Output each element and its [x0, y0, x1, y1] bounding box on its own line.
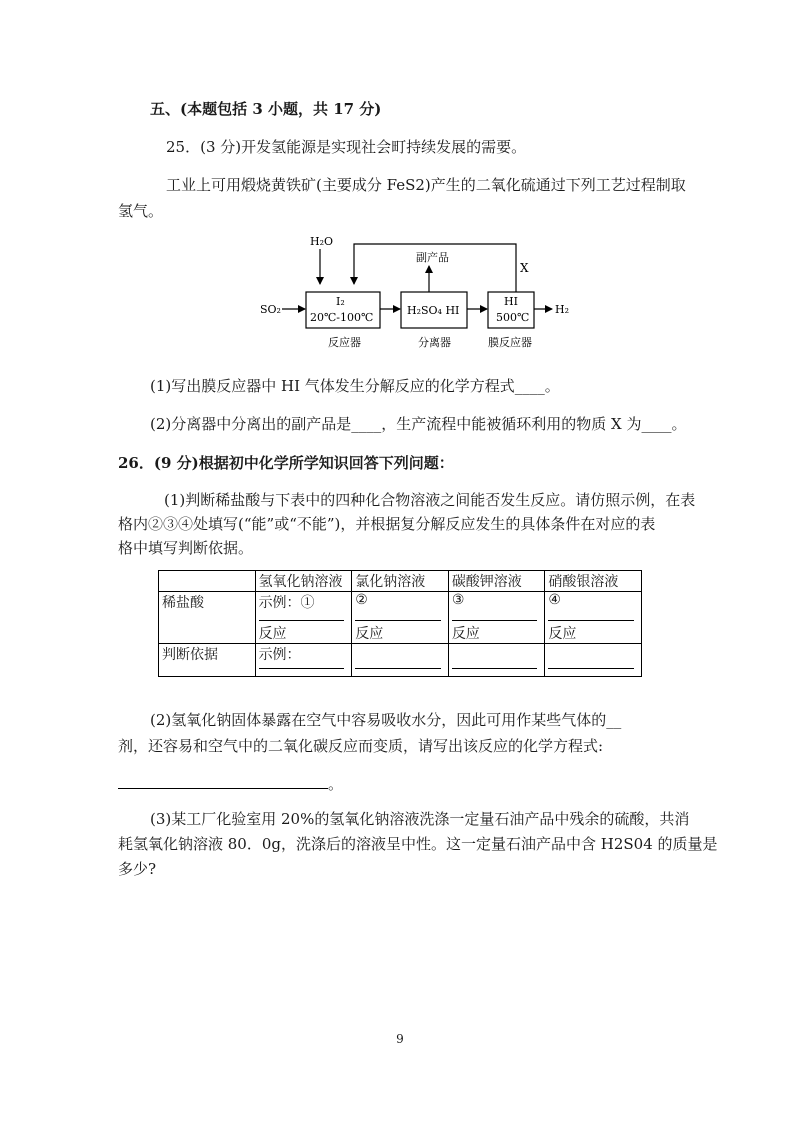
h2-label: H₂ — [555, 303, 570, 316]
table-cell-2[interactable] — [352, 592, 449, 644]
h2o-label: H₂O — [310, 235, 334, 248]
table-header-empty — [159, 571, 256, 592]
q25-text-line2: 氢气。 — [118, 202, 164, 220]
q26-sub2-line1: (2)氢氧化钠固体暴露在空气中容易吸收水分，因此可用作某些气体的__ — [150, 711, 622, 729]
judgment-table — [158, 570, 642, 677]
basis-cell-4[interactable] — [545, 644, 642, 677]
q26-sub1-line1: (1)判断稀盐酸与下表中的四种化合物溶液之间能否发生反应。请仿照示例，在表 — [164, 491, 696, 509]
reactor-i2: I₂ — [336, 295, 345, 308]
q26-sub3-line3: 多少? — [118, 860, 157, 878]
reaction-word-3: 反应 — [451, 626, 480, 642]
answer-end-period: 。 — [328, 775, 344, 793]
basis-cell-3[interactable] — [448, 644, 545, 677]
row-label-basis: 判断依据 — [159, 644, 256, 677]
table-cell-1-label: 示例：① — [259, 592, 345, 621]
separator-content: H₂SO₄ HI — [407, 304, 460, 317]
reactor-temp: 20℃-100℃ — [310, 311, 374, 324]
answer-blank[interactable] — [118, 774, 328, 789]
row-label-hcl: 稀盐酸 — [159, 592, 256, 644]
page-number: 9 — [396, 1032, 404, 1046]
table-cell-1[interactable] — [255, 592, 352, 644]
basis-example: 示例： — [259, 644, 345, 669]
q26-title: 26．(9 分)根据初中化学所学知识回答下列问题： — [118, 454, 454, 472]
reactor-label: 反应器 — [328, 336, 361, 349]
byproduct-label: 副产品 — [416, 251, 449, 264]
reaction-word-4: 反应 — [548, 626, 577, 642]
q26-sub3-line2: 耗氢氧化钠溶液 80．0g，洗涤后的溶液呈中性。这一定量石油产品中含 H2S04 的质量是 — [118, 835, 718, 853]
table-cell-3[interactable] — [448, 592, 545, 644]
section-title: 五、(本题包括 3 小题，共 17 分) — [150, 100, 382, 118]
q25-text-line1: 工业上可用煅烧黄铁矿(主要成分 FeS2)产生的二氧化硫通过下列工艺过程制取 — [166, 176, 686, 194]
table-cell-4[interactable] — [545, 592, 642, 644]
table-header-naoh: 氢氧化钠溶液 — [255, 571, 352, 592]
q25-intro: 25．(3 分)开发氢能源是实现社会町持续发展的需要。 — [166, 138, 527, 156]
table-cell-2-label: ② — [355, 592, 441, 621]
q26-sub2-line2: 剂，还容易和空气中的二氧化碳反应而变质，请写出该反应的化学方程式: — [118, 737, 604, 755]
x-label: X — [520, 261, 529, 275]
process-diagram — [258, 232, 570, 350]
q25-sub1: (1)写出膜反应器中 HI 气体发生分解反应的化学方程式____。 — [150, 377, 560, 395]
membrane-temp: 500℃ — [496, 311, 530, 324]
q26-sub1-line3: 格中填写判断依据。 — [118, 539, 254, 557]
basis-cell-1[interactable] — [255, 644, 352, 677]
q25-sub2: (2)分离器中分离出的副产品是____，生产流程中能被循环利用的物质 X 为____。 — [150, 415, 687, 433]
q26-sub1-line2: 格内②③④处填写(“能”或“不能”)，并根据复分解反应发生的具体条件在对应的表 — [118, 515, 656, 533]
membrane-hi: HI — [504, 295, 518, 308]
q26-sub3-line1: (3)某工厂化验室用 20%的氢氧化钠溶液洗涤一定量石油产品中残余的硫酸，共消 — [150, 810, 690, 828]
reaction-word-1: 反应 — [258, 626, 287, 642]
basis-cell-2[interactable] — [352, 644, 449, 677]
table-header-nacl: 氯化钠溶液 — [352, 571, 449, 592]
table-header-k2co3: 碳酸钾溶液 — [448, 571, 545, 592]
separator-label: 分离器 — [418, 336, 451, 349]
membrane-label: 膜反应器 — [488, 336, 532, 349]
reaction-word-2: 反应 — [355, 626, 384, 642]
so2-label: SO₂ — [260, 303, 281, 316]
table-cell-4-label: ④ — [548, 592, 634, 621]
table-cell-3-label: ③ — [452, 592, 538, 621]
q26-sub2-answer[interactable] — [118, 773, 343, 794]
table-header-agno3: 硝酸银溶液 — [545, 571, 642, 592]
